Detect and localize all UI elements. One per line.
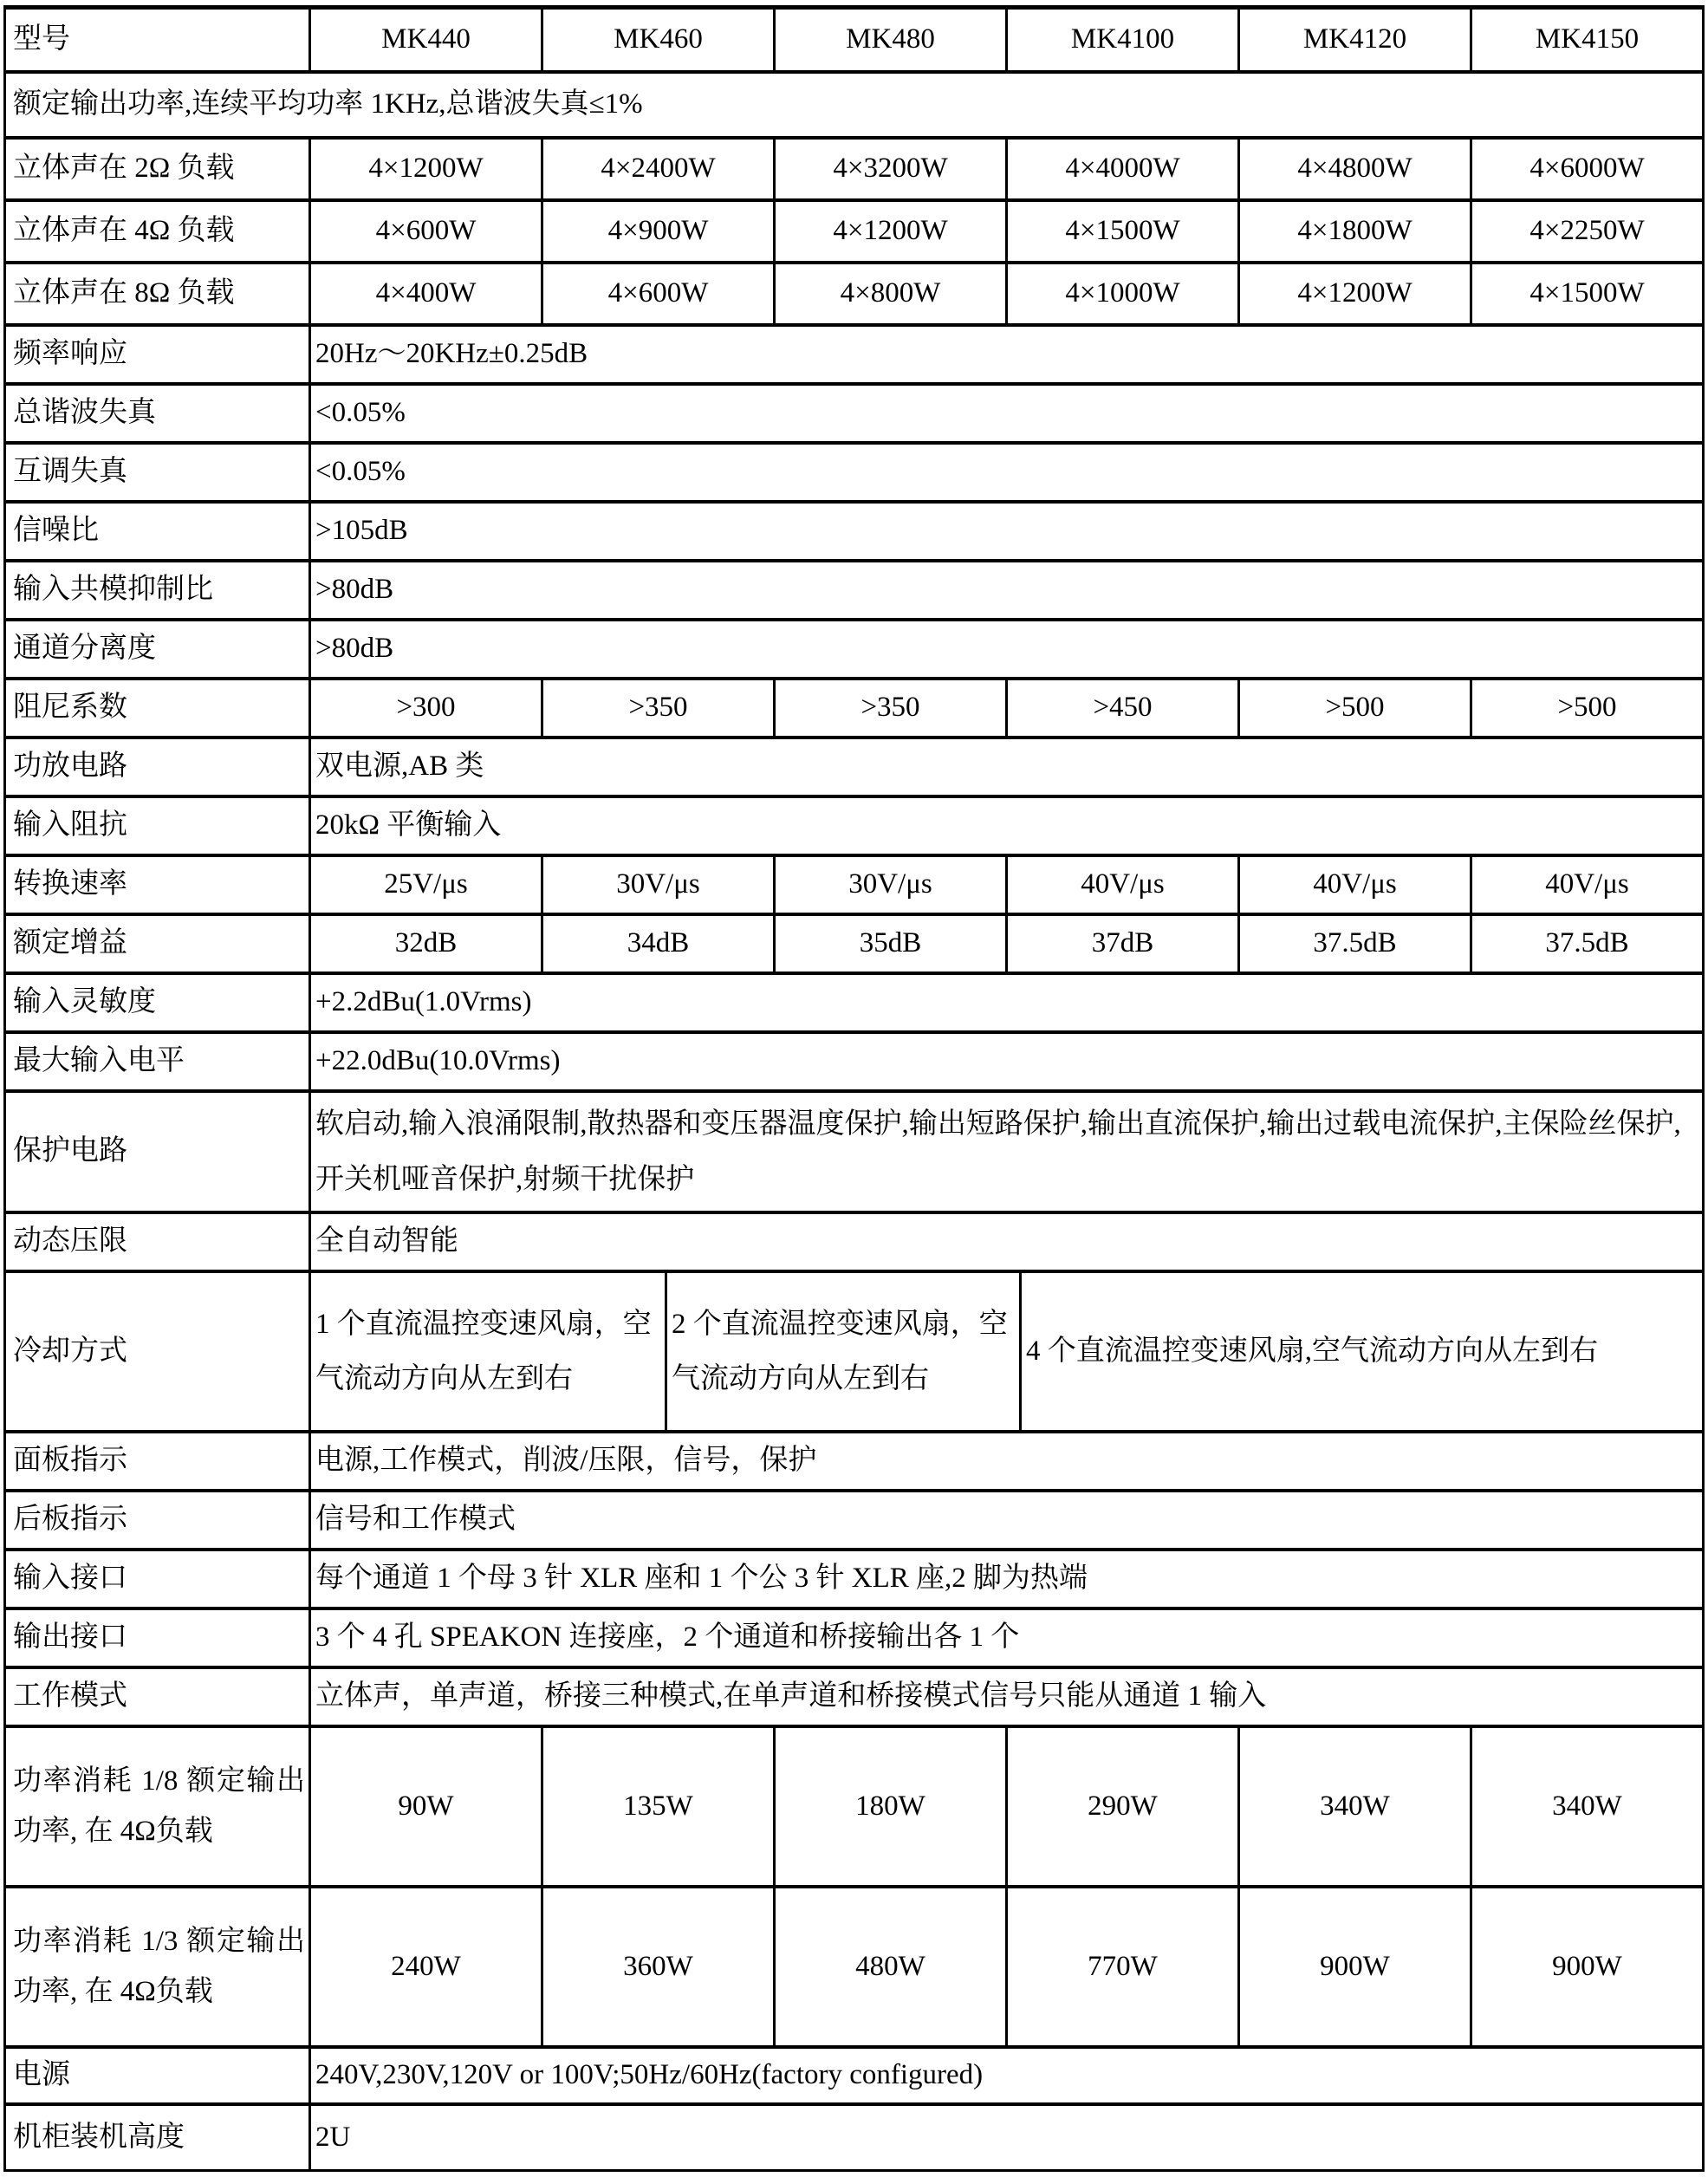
spec-value: 340W	[1552, 1790, 1622, 1822]
spec-value: +2.2dBu(1.0Vrms)	[315, 986, 532, 1018]
spec-value: >350	[543, 680, 776, 736]
spec-value: 4×1500W	[1529, 277, 1645, 309]
model-name: MK460	[543, 10, 776, 70]
spec-value: 4×6000W	[1529, 153, 1645, 185]
spec-label-model: 型号	[6, 10, 311, 70]
spec-label: 输入共模抑制比	[6, 562, 311, 618]
spec-value: 20kΩ 平衡输入	[315, 809, 502, 842]
rated-power-note: 额定输出功率,连续平均功率 1KHz,总谐波失真≤1%	[13, 88, 643, 120]
spec-label: 功放电路	[6, 739, 311, 795]
spec-label: 保护电路	[6, 1093, 311, 1211]
cooling-cell-3: 4 个直流温控变速风扇,空气流动方向从左到右	[1026, 1335, 1598, 1368]
row-model-header	[6, 10, 1702, 74]
spec-value: 32dB	[311, 916, 543, 972]
spec-value: >450	[1008, 680, 1240, 736]
row-rack-height	[6, 2106, 1702, 2169]
spec-label: 输入灵敏度	[6, 975, 311, 1030]
spec-value: >500	[1557, 692, 1617, 724]
row-rated-power-note	[6, 74, 1702, 140]
spec-value: >105dB	[315, 515, 408, 547]
spec-label: 转换速率	[6, 857, 311, 913]
spec-value: 4×4000W	[1008, 140, 1240, 198]
spec-label: 工作模式	[6, 1669, 311, 1725]
spec-value: 90W	[311, 1728, 543, 1885]
spec-value: 电源,工作模式，削波/压限，信号，保护	[315, 1445, 817, 1477]
spec-value: 240W	[311, 1888, 543, 2045]
spec-value: >80dB	[315, 574, 394, 606]
spec-value: 20Hz～20KHz±0.25dB	[315, 338, 588, 370]
spec-value: 135W	[543, 1728, 776, 1885]
spec-label: 频率响应	[6, 327, 311, 382]
spec-value: 4×1800W	[1240, 202, 1472, 261]
spec-label: 最大输入电平	[6, 1034, 311, 1089]
amplifier-spec-table	[3, 5, 1705, 2172]
spec-value: 4×900W	[543, 202, 776, 261]
spec-value: 25V/μs	[311, 857, 543, 913]
spec-value: 40V/μs	[1008, 857, 1240, 913]
spec-value: >350	[776, 680, 1008, 736]
row-frequency-response	[6, 327, 1702, 386]
row-input-connectors	[6, 1551, 1702, 1610]
spec-value: 4×800W	[776, 264, 1008, 323]
row-slew-rate	[6, 857, 1702, 916]
spec-label: 输入接口	[6, 1551, 311, 1607]
spec-label: 输入阻抗	[6, 798, 311, 854]
spec-value: >500	[1240, 680, 1472, 736]
spec-value: 900W	[1552, 1950, 1622, 1982]
spec-value: 立体声，单声道，桥接三种模式,在单声道和桥接模式信号只能从通道 1 输入	[315, 1680, 1267, 1712]
spec-value: 信号和工作模式	[315, 1504, 516, 1536]
spec-label: 立体声在 4Ω 负载	[6, 202, 311, 261]
model-name: MK4100	[1008, 10, 1240, 70]
spec-value: 2U	[315, 2121, 351, 2153]
spec-label: 动态压限	[6, 1214, 311, 1270]
spec-value: 360W	[543, 1888, 776, 2045]
row-imd	[6, 445, 1702, 504]
row-protection-circuit	[6, 1093, 1702, 1214]
spec-label: 面板指示	[6, 1433, 311, 1489]
spec-value: 每个通道 1 个母 3 针 XLR 座和 1 个公 3 针 XLR 座,2 脚为热端	[315, 1563, 1088, 1595]
spec-value: 34dB	[543, 916, 776, 972]
row-damping-factor	[6, 680, 1702, 739]
row-max-input-level	[6, 1034, 1702, 1093]
row-rear-panel	[6, 1492, 1702, 1551]
spec-value: 40V/μs	[1545, 868, 1629, 900]
spec-value: 4×1200W	[311, 140, 543, 198]
cooling-cell-1: 1 个直流温控变速风扇，空气流动方向从左到右	[311, 1273, 667, 1430]
spec-label: 信噪比	[6, 504, 311, 559]
spec-value: 480W	[776, 1888, 1008, 2045]
row-stereo-4ohm	[6, 202, 1702, 264]
row-power-consumption-1-3	[6, 1888, 1702, 2049]
spec-value: 4×4800W	[1240, 140, 1472, 198]
row-channel-separation	[6, 621, 1702, 680]
spec-label: 功率消耗 1/3 额定输出功率, 在 4Ω负载	[6, 1888, 311, 2045]
spec-value: 4×400W	[311, 264, 543, 323]
spec-value: 37.5dB	[1545, 927, 1629, 959]
row-cooling	[6, 1273, 1702, 1433]
spec-value: <0.05%	[315, 397, 406, 429]
row-snr	[6, 504, 1702, 562]
row-output-connectors	[6, 1610, 1702, 1669]
spec-value: 4×600W	[311, 202, 543, 261]
spec-value: 4×1200W	[776, 202, 1008, 261]
row-stereo-8ohm	[6, 264, 1702, 327]
row-rated-gain	[6, 916, 1702, 975]
spec-value: >80dB	[315, 633, 394, 665]
row-front-panel	[6, 1433, 1702, 1492]
spec-label: 机柜装机高度	[6, 2106, 311, 2169]
spec-value: 4×1200W	[1240, 264, 1472, 323]
row-power-consumption-1-8	[6, 1728, 1702, 1888]
spec-value: 340W	[1240, 1728, 1472, 1885]
model-name: MK480	[776, 10, 1008, 70]
spec-value: 35dB	[776, 916, 1008, 972]
spec-label: 立体声在 2Ω 负载	[6, 140, 311, 198]
spec-value: 4×3200W	[776, 140, 1008, 198]
spec-label: 额定增益	[6, 916, 311, 972]
model-name: MK4150	[1535, 23, 1640, 55]
spec-value: 4×1500W	[1008, 202, 1240, 261]
spec-label: 功率消耗 1/8 额定输出功率, 在 4Ω负载	[6, 1728, 311, 1885]
spec-value: 3 个 4 孔 SPEAKON 连接座，2 个通道和桥接输出各 1 个	[315, 1621, 1020, 1654]
spec-label: 互调失真	[6, 445, 311, 500]
spec-value: 900W	[1240, 1888, 1472, 2045]
spec-label: 阻尼系数	[6, 680, 311, 736]
spec-value: 4×600W	[543, 264, 776, 323]
spec-label: 输出接口	[6, 1610, 311, 1666]
spec-value: 30V/μs	[543, 857, 776, 913]
spec-label: 冷却方式	[6, 1273, 311, 1430]
row-input-sensitivity	[6, 975, 1702, 1034]
spec-label: 通道分离度	[6, 621, 311, 677]
spec-value: 软启动,输入浪涌限制,散热器和变压器温度保护,输出短路保护,输出直流保护,输出过载电流保护,主保险丝保护,开关机哑音保护,射频干扰保护	[315, 1108, 1681, 1195]
spec-label: 后板指示	[6, 1492, 311, 1548]
spec-value: <0.05%	[315, 456, 406, 488]
row-mains-supply	[6, 2049, 1702, 2106]
row-cmrr	[6, 562, 1702, 621]
spec-label: 电源	[6, 2049, 311, 2102]
spec-value: 双电源,AB 类	[315, 751, 484, 783]
spec-value: 290W	[1008, 1728, 1240, 1885]
spec-value: 37dB	[1008, 916, 1240, 972]
spec-value: >300	[311, 680, 543, 736]
cooling-cell-2: 2 个直流温控变速风扇，空气流动方向从左到右	[667, 1273, 1022, 1430]
model-name: MK4120	[1240, 10, 1472, 70]
spec-value: 240V,230V,120V or 100V;50Hz/60Hz(factory configured)	[315, 2059, 984, 2091]
spec-value: 770W	[1008, 1888, 1240, 2045]
spec-value: 37.5dB	[1240, 916, 1472, 972]
row-operating-modes	[6, 1669, 1702, 1728]
spec-label: 立体声在 8Ω 负载	[6, 264, 311, 323]
row-stereo-2ohm	[6, 140, 1702, 202]
spec-value: 30V/μs	[776, 857, 1008, 913]
spec-value: 4×2250W	[1529, 215, 1645, 247]
row-thd	[6, 386, 1702, 445]
row-amp-circuit	[6, 739, 1702, 798]
spec-label: 总谐波失真	[6, 386, 311, 441]
spec-value: 180W	[776, 1728, 1008, 1885]
spec-value: 40V/μs	[1240, 857, 1472, 913]
row-dynamic-limiter	[6, 1214, 1702, 1273]
spec-value: 4×1000W	[1008, 264, 1240, 323]
spec-value: 全自动智能	[315, 1225, 458, 1257]
spec-value: 4×2400W	[543, 140, 776, 198]
spec-value: +22.0dBu(10.0Vrms)	[315, 1045, 561, 1077]
model-name: MK440	[311, 10, 543, 70]
row-input-impedance	[6, 798, 1702, 857]
